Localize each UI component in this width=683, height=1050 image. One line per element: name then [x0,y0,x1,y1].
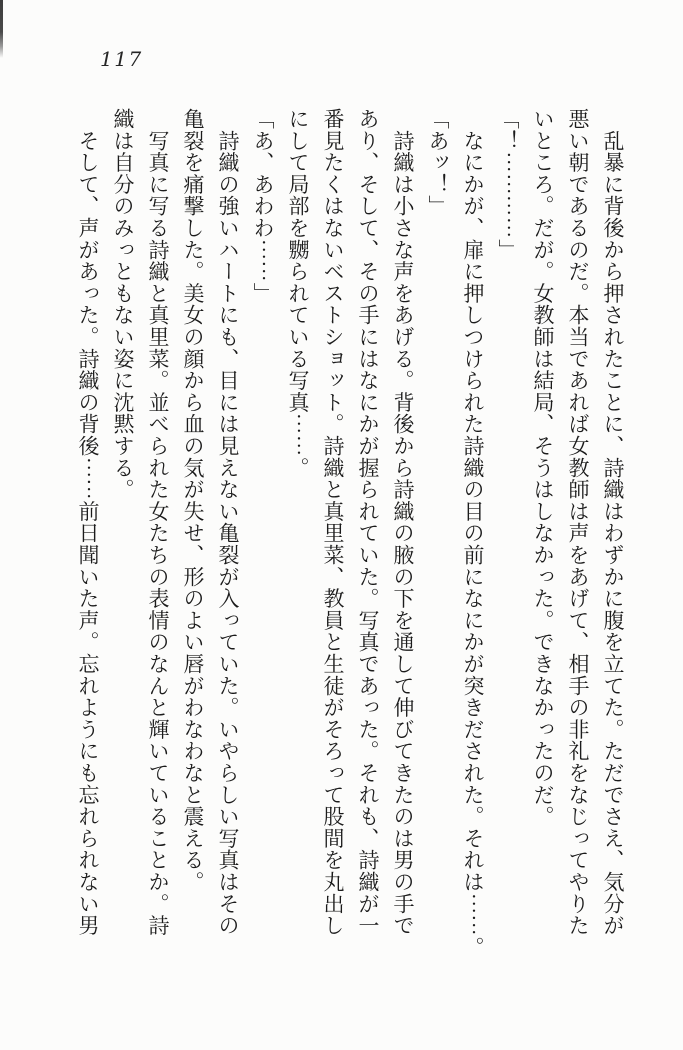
text-line-7: 詩織は小さな声をあげる。背後から詩織の腋の下を通して伸びてきたのは男の手で [391,108,415,937]
text-line-5: なにかが、扉に押しつけられた詩織の目の前になにかが突きだされた。それは︙︙。 [461,108,485,959]
page-number: 117 [100,47,143,71]
text-line-6: 「あッ！」 [426,108,450,217]
text-line-10: にして局部を嬲られている写真︙︙。 [286,108,310,479]
text-line-12: 詩織の強いハートにも、目には見えない亀裂が入っていた。いやらしい写真はその [216,108,240,937]
text-line-2: 悪い朝であるのだ。本当であれば女教師は声をあげて、相手の非礼をなじってやりた [566,108,590,937]
text-line-1: 乱暴に背後から押されたことに、詩織はわずかに腹を立てた。ただでさえ、気分が [601,108,625,937]
text-line-8: あり、そして、その手にはなにかが握られていた。写真であった。それも、詩織が一 [356,108,380,937]
text-line-15: 織は自分のみっともない姿に沈黙する。 [111,108,135,501]
text-line-11: 「あ、あわわ︙︙」 [251,108,275,305]
text-line-16: そして、声があった。詩織の背後︙︙前日聞いた声。忘れようにも忘れられない男 [76,108,100,937]
text-line-13: 亀裂を痛撃した。美女の顔から血の気が失せ、形のよい唇がわなわなと震える。 [181,108,205,893]
text-line-4: 「！︙︙︙︙」 [496,108,520,261]
text-line-3: いところ。だが。女教師は結局、そうはしなかった。できなかったのだ。 [531,108,555,828]
text-line-9: 番見たくはないベストショット。詩織と真里菜、教員と生徒がそろって股間を丸出し [321,108,345,937]
text-line-14: 写真に写る詩織と真里菜。並べられた女たちの表情のなんと輝いていることか。詩 [146,108,170,937]
